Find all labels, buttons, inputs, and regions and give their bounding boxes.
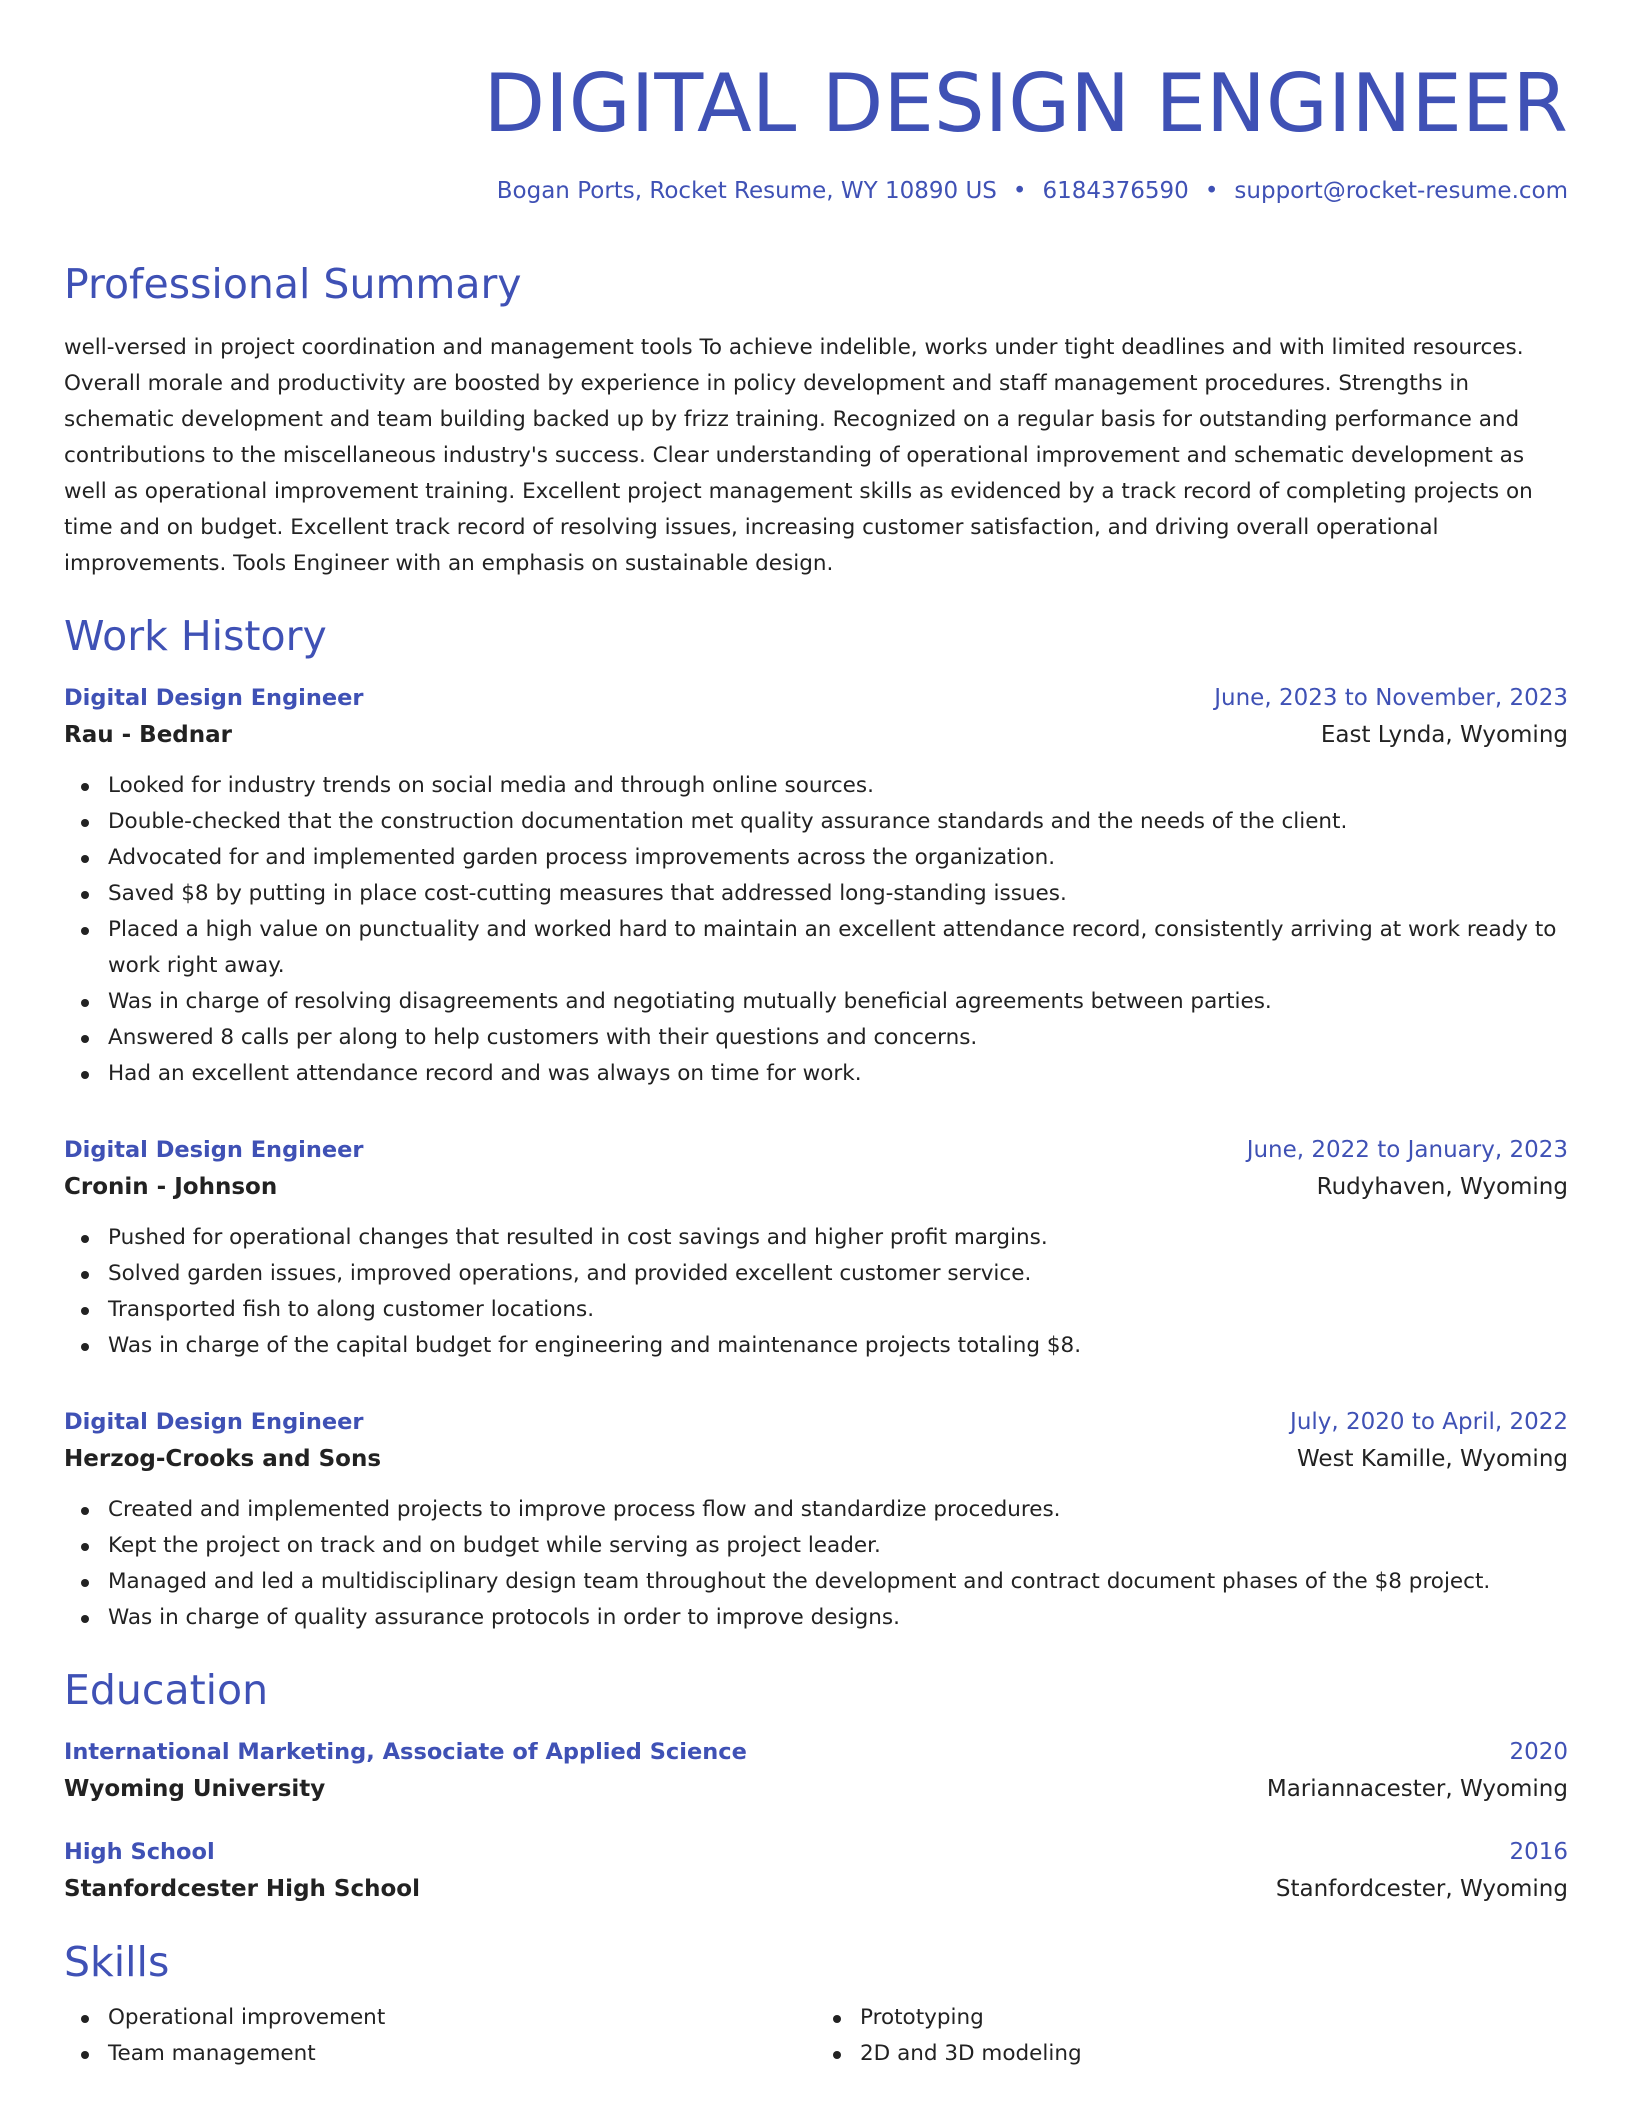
contact-address: Bogan Ports, Rocket Resume, WY 10890 US — [496, 178, 997, 204]
job-role: Digital Design Engineer — [64, 1409, 364, 1435]
education-year: 2016 — [1509, 1839, 1568, 1865]
job-bullets — [64, 768, 1568, 1092]
job-bullets — [64, 1492, 1568, 1636]
job-bullet: Had an excellent attendance record and was always on time for work. — [108, 1056, 1568, 1092]
job-bullet: Transported fish to along customer locations. — [108, 1292, 1568, 1328]
job-location: Rudyhaven, Wyoming — [1316, 1174, 1568, 1200]
job-dates: June, 2023 to November, 2023 — [1214, 685, 1568, 711]
education-degree: International Marketing, Associate of Applied Science — [64, 1739, 747, 1765]
job-bullet: Answered 8 calls per along to help customers with their questions and concerns. — [108, 1020, 1568, 1056]
job-bullet: Advocated for and implemented garden process improvements across the organization. — [108, 840, 1568, 876]
contact-email: support@rocket-resume.com — [1234, 178, 1568, 204]
job-bullet: Kept the project on track and on budget while serving as project leader. — [108, 1528, 1568, 1564]
job-bullet: Solved garden issues, improved operations, and provided excellent customer service. — [108, 1256, 1568, 1292]
job-bullet: Double-checked that the construction documentation met quality assurance standards and the needs of the client. — [108, 804, 1568, 840]
education-school: Stanfordcester High School — [64, 1876, 420, 1902]
candidate-title: DIGITAL DESIGN ENGINEER — [483, 57, 1568, 150]
skills-column-right — [816, 2000, 1568, 2072]
skills-column-left — [64, 2000, 816, 2072]
skill-item: Team management — [108, 2036, 816, 2072]
education-location: Stanfordcester, Wyoming — [1275, 1876, 1568, 1902]
job-bullet: Saved $8 by putting in place cost-cutting measures that addressed long-standing issues. — [108, 876, 1568, 912]
contact-phone: 6184376590 — [1042, 178, 1189, 204]
job-entry — [64, 1132, 1568, 1364]
job-company: Rau - Bednar — [64, 722, 232, 748]
job-dates: July, 2020 to April, 2022 — [1290, 1409, 1568, 1435]
education-entry — [64, 1834, 1568, 1908]
job-company: Herzog-Crooks and Sons — [64, 1446, 382, 1472]
job-location: West Kamille, Wyoming — [1297, 1446, 1568, 1472]
job-entry — [64, 1404, 1568, 1636]
job-bullet: Managed and led a multidisciplinary design team throughout the development and contract document phases of the $8 project. — [108, 1564, 1568, 1600]
work-history-heading: Work History — [64, 612, 327, 660]
job-entry — [64, 680, 1568, 1092]
job-bullet: Was in charge of the capital budget for engineering and maintenance projects totaling $8. — [108, 1328, 1568, 1364]
education-year: 2020 — [1509, 1739, 1568, 1765]
summary-heading: Professional Summary — [64, 260, 522, 308]
skill-item: 2D and 3D modeling — [860, 2036, 1568, 2072]
education-entry — [64, 1734, 1568, 1808]
job-bullet: Looked for industry trends on social media and through online sources. — [108, 768, 1568, 804]
job-bullet: Pushed for operational changes that resulted in cost savings and higher profit margins. — [108, 1220, 1568, 1256]
education-heading: Education — [64, 1666, 269, 1714]
job-bullet: Was in charge of resolving disagreements and negotiating mutually beneficial agreements between parties. — [108, 984, 1568, 1020]
skill-item: Operational improvement — [108, 2000, 816, 2036]
contact-separator: • — [1204, 178, 1219, 204]
job-bullet: Placed a high value on punctuality and worked hard to maintain an excellent attendance record, consistently arriving at work ready to work right away. — [108, 912, 1568, 984]
job-company: Cronin - Johnson — [64, 1174, 278, 1200]
skills-list — [64, 2000, 1568, 2072]
summary-text: well-versed in project coordination and management tools To achieve indelible, works under tight deadlines and with limited resources. Overall morale and productivity are boosted by experience in policy development and staff management procedures. Strengths in schematic development and team building backed up by frizz training. Recognized on a regular basis for outstanding performance and contributions to the miscellaneous industry's success. Clear understanding of operational improvement and schematic development as well as operational improvement training. Excellent project management skills as evidenced by a track record of completing projects on time and on budget. Excellent track record of resolving issues, increasing customer satisfaction, and driving overall operational improvements. Tools Engineer with an emphasis on sustainable design. — [64, 335, 1533, 576]
job-dates: June, 2022 to January, 2023 — [1246, 1137, 1568, 1163]
education-degree: High School — [64, 1839, 215, 1865]
resume-header — [64, 56, 1568, 206]
job-bullet: Created and implemented projects to improve process flow and standardize procedures. — [108, 1492, 1568, 1528]
job-bullet: Was in charge of quality assurance protocols in order to improve designs. — [108, 1600, 1568, 1636]
education-location: Mariannacester, Wyoming — [1266, 1776, 1568, 1802]
job-role: Digital Design Engineer — [64, 1137, 364, 1163]
contact-line — [64, 176, 1568, 206]
skills-heading: Skills — [64, 1938, 170, 1986]
job-bullets — [64, 1220, 1568, 1364]
job-role: Digital Design Engineer — [64, 685, 364, 711]
contact-separator: • — [1012, 178, 1027, 204]
job-location: East Lynda, Wyoming — [1320, 722, 1568, 748]
education-school: Wyoming University — [64, 1776, 326, 1802]
skill-item: Prototyping — [860, 2000, 1568, 2036]
